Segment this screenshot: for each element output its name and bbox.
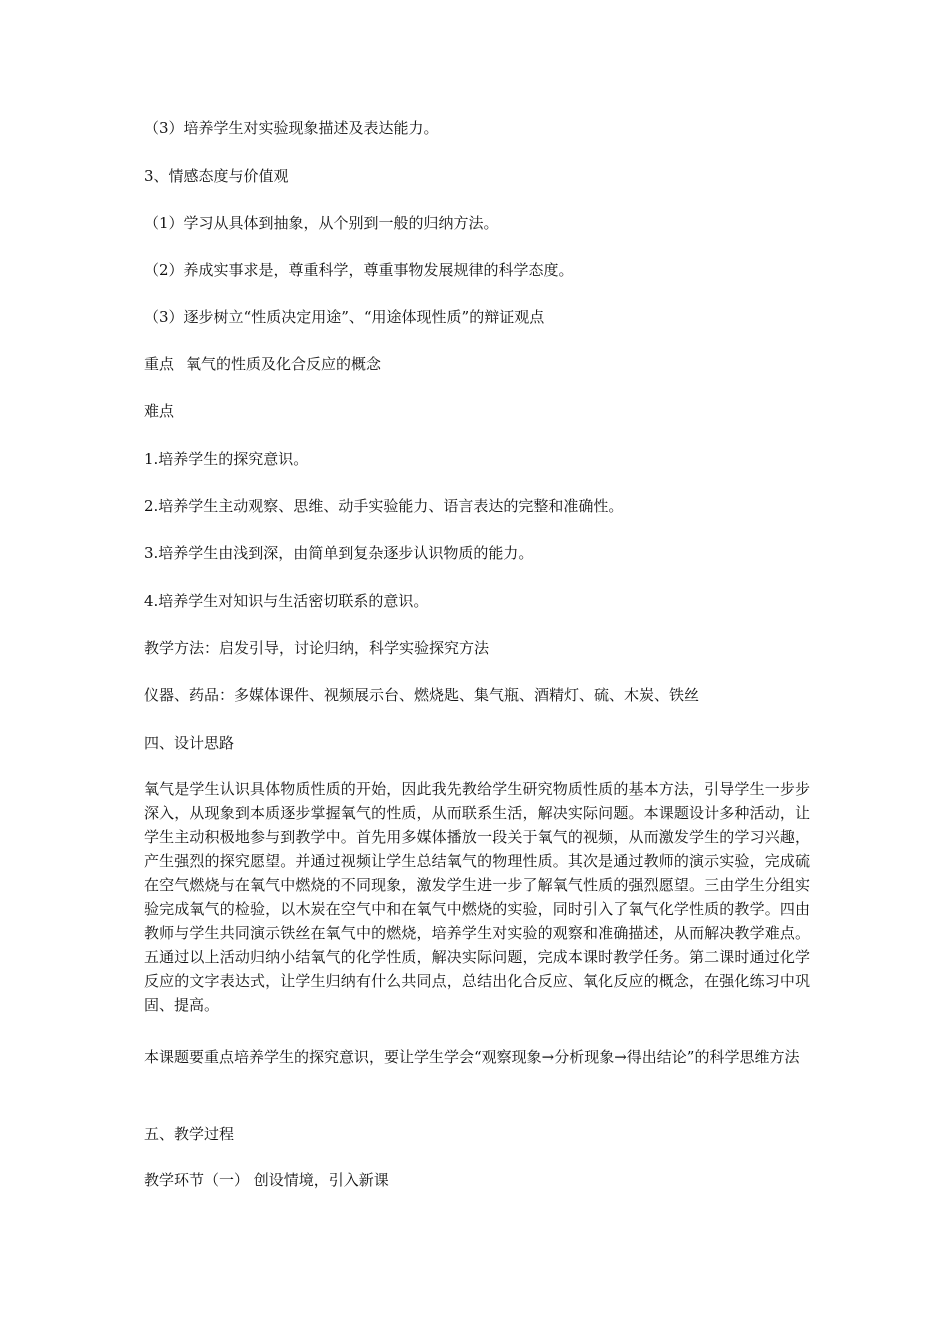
key-point-line <box>144 354 381 374</box>
section-heading-design: 四、设计思路 <box>144 734 235 752</box>
design-paragraph-1: 氧气是学生认识具体物质性质的开始，因此我先教给学生研究物质性质的基本方法，引导学生一步步深入，从现象到本质逐步掌握氧气的性质，从而联系生活，解决实际问题。本课题设计多种活动，让学生主动积极地参与到教学中。首先用多媒体播放一段关于氧气的视频，从而激发学生的学习兴趣，产生强烈的探究愿望。并通过视频让学生总结氧气的物理性质。其次是通过教师的演示实验，完成硫在空气燃烧与在氧气中燃烧的不同现象，激发学生进一步了解氧气性质的强烈愿望。三由学生分组实验完成氧气的检验，以木炭在空气中和在氧气中燃烧的实验，同时引入了氧气化学性质的教学。四由教师与学生共同演示铁丝在氧气中的燃烧，培养学生对实验的观察和准确描述，从而解决教学难点。五通过以上活动归纳小结氧气的化学性质，解决实际问题，完成本课时教学任务。第二课时通过化学反应的文字表达式，让学生归纳有什么共同点，总结出化合反应、氧化反应的概念，在强化练习中巩固、提高。 <box>144 780 810 1014</box>
section-heading-attitude: 3、情感态度与价值观 <box>144 167 289 185</box>
section-heading-process: 五、教学过程 <box>144 1125 235 1143</box>
teaching-step-1: 教学环节（一） 创设情境，引入新课 <box>144 1171 389 1189</box>
design-paragraph-2: 本课题要重点培养学生的探究意识，要让学生学会“观察现象→分析现象→得出结论”的科学思维方法 <box>144 1048 800 1066</box>
attitude-objective-2: （2）养成实事求是，尊重科学，尊重事物发展规律的科学态度。 <box>144 261 574 279</box>
equipment-list: 仪器、药品：多媒体课件、视频展示台、燃烧匙、集气瓶、酒精灯、硫、木炭、铁丝 <box>144 686 700 704</box>
skill-objective-3: （3）培养学生对实验现象描述及表达能力。 <box>144 119 439 137</box>
difficulty-item-3: 3.培养学生由浅到深，由简单到复杂逐步认识物质的能力。 <box>144 544 534 562</box>
key-point-label: 重点 <box>144 355 175 373</box>
attitude-objective-1: （1）学习从具体到抽象，从个别到一般的归纳方法。 <box>144 214 499 232</box>
difficulty-heading: 难点 <box>144 402 175 420</box>
teaching-method: 教学方法：启发引导，讨论归纳，科学实验探究方法 <box>144 639 490 657</box>
difficulty-item-4: 4.培养学生对知识与生活密切联系的意识。 <box>144 592 429 610</box>
difficulty-item-2: 2.培养学生主动观察、思维、动手实验能力、语言表达的完整和准确性。 <box>144 497 624 515</box>
difficulty-item-1: 1.培养学生的探究意识。 <box>144 450 309 468</box>
attitude-objective-3: （3）逐步树立“性质决定用途”、“用途体现性质”的辩证观点 <box>144 308 545 326</box>
key-point-text: 氧气的性质及化合反应的概念 <box>186 355 382 373</box>
